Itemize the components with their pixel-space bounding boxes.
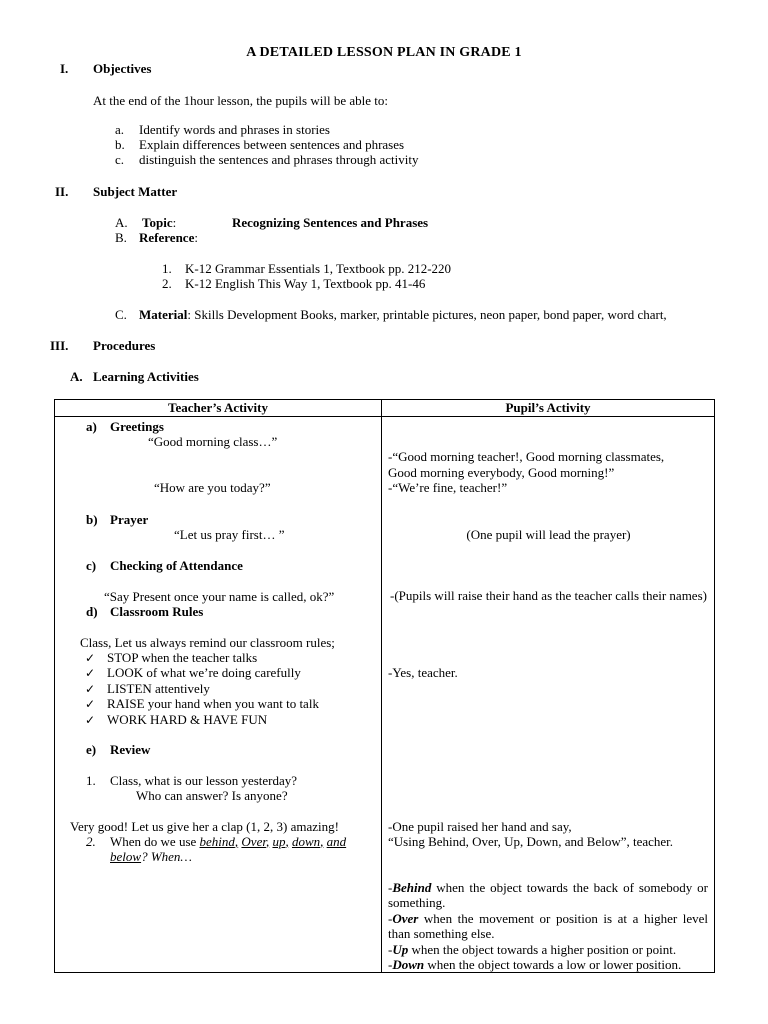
def-behind-text: when the object towards the back of somebody or something. (388, 880, 708, 910)
prayer-heading: Prayer (110, 512, 149, 527)
checkmark-icon: ✓ (85, 697, 96, 711)
comma: , (265, 834, 270, 849)
objective-item-b: Explain differences between sentences and phrases (139, 137, 405, 152)
dash: - (388, 880, 393, 895)
greet-line-2: “How are you today?” (154, 480, 271, 495)
review-letter: e) (86, 742, 97, 757)
objective-letter-b: b. (115, 137, 125, 152)
attendance-heading: Checking of Attendance (110, 558, 243, 573)
def-up-word: Up (392, 942, 409, 957)
objective-letter-a: a. (115, 122, 125, 137)
checkmark-icon: ✓ (85, 666, 96, 680)
def-down-word: Down (392, 957, 425, 972)
dash: - (388, 911, 393, 926)
learning-heading: Learning Activities (93, 369, 199, 384)
subject-heading: Subject Matter (93, 184, 178, 199)
checkmark-icon: ✓ (85, 651, 96, 665)
attendance-letter: c) (86, 558, 97, 573)
pupil-attendance: -(Pupils will raise their hand as the teacher calls their names) (390, 588, 707, 603)
topic-value: Recognizing Sentences and Phrases (232, 215, 429, 230)
pupil-prayer: (One pupil will lead the prayer) (466, 527, 631, 542)
reference-num-1: 1. (162, 261, 172, 276)
def-over-word: Over (392, 911, 419, 926)
pupil-greet-3: -“We’re fine, teacher!” (388, 480, 508, 495)
topic-label-text: Topic (142, 215, 173, 230)
word-below: below (110, 849, 142, 864)
def-up (388, 942, 708, 957)
rule-text: LOOK of what we’re doing carefully (107, 665, 301, 680)
objective-item-c: distinguish the sentences and phrases through activity (139, 152, 419, 167)
objective-item-a: Identify words and phrases in stories (139, 122, 330, 137)
objectives-heading: Objectives (93, 61, 152, 76)
material-value: : Skills Development Books, marker, printable pictures, neon paper, bond paper, word chart, (187, 307, 667, 322)
def-over (388, 911, 708, 941)
def-behind-word: Behind (392, 880, 432, 895)
checkmark-icon: ✓ (85, 682, 96, 696)
pupil-rules: -Yes, teacher. (388, 665, 458, 680)
review-q2 (110, 834, 370, 864)
review-praise: Very good! Let us give her a clap (1, 2, 3) amazing! (70, 819, 339, 834)
reference-item-2: K-12 English This Way 1, Textbook pp. 41-46 (185, 276, 426, 291)
teacher-activity-header: Teacher’s Activity (55, 400, 382, 417)
review-heading: Review (110, 742, 151, 757)
activity-table (54, 399, 715, 973)
review-q1b: Who can answer? Is anyone? (136, 788, 288, 803)
reference-num-2: 2. (162, 276, 172, 291)
checkmark-icon: ✓ (85, 713, 96, 727)
review-q2-pre: When do we use (110, 834, 200, 849)
rule-item (85, 696, 319, 712)
objectives-intro: At the end of the 1hour lesson, the pupils will be able to: (93, 93, 388, 108)
rule-item (85, 681, 210, 697)
procedures-numeral: III. (50, 338, 69, 353)
greet-letter: a) (86, 419, 97, 434)
material-label: Material (139, 307, 188, 322)
def-over-text: when the movement or position is at a higher level than something else. (388, 911, 708, 941)
reference-letter: B. (115, 230, 127, 245)
table-header-row (55, 400, 715, 417)
comma: , (285, 834, 289, 849)
word-behind: behind (199, 834, 235, 849)
page-title: A DETAILED LESSON PLAN IN GRADE 1 (246, 45, 522, 60)
topic-label (142, 215, 176, 230)
greet-heading: Greetings (110, 419, 164, 434)
topic-colon: : (172, 215, 177, 230)
reference-label (139, 230, 198, 245)
pupil-greet-2: Good morning everybody, Good morning!” (388, 465, 615, 480)
def-up-text: when the object towards a higher position or point. (408, 942, 677, 957)
objectives-numeral: I. (60, 61, 69, 76)
reference-label-text: Reference (139, 230, 195, 245)
material-letter: C. (115, 307, 127, 322)
review-q1-num: 1. (86, 773, 96, 788)
comma: , (320, 834, 324, 849)
word-over: Over (241, 834, 266, 849)
pupil-review-1: -One pupil raised her hand and say, (388, 819, 572, 834)
reference-colon: : (194, 230, 198, 245)
greet-line-1: “Good morning class…” (148, 434, 278, 449)
rule-text: WORK HARD & HAVE FUN (107, 712, 268, 727)
rules-heading: Classroom Rules (110, 604, 204, 619)
pupil-review-2: “Using Behind, Over, Up, Down, and Below”, teacher. (388, 834, 674, 849)
review-q1: Class, what is our lesson yesterday? (110, 773, 298, 788)
rules-intro: Class, Let us always remind our classroom rules; (80, 635, 335, 650)
objective-letter-c: c. (115, 152, 125, 167)
review-q2-num: 2. (86, 834, 96, 849)
word-down: down (291, 834, 321, 849)
review-q2-end: ? When… (141, 849, 192, 864)
word-up: up (272, 834, 286, 849)
attendance-line: “Say Present once your name is called, ok?” (104, 589, 335, 604)
learning-letter: A. (70, 369, 83, 384)
def-down-text: when the object towards a low or lower position. (424, 957, 682, 972)
prayer-letter: b) (86, 512, 98, 527)
table-row (55, 417, 715, 973)
word-and: and (326, 834, 347, 849)
teacher-activity-cell (55, 417, 382, 973)
rule-item (85, 712, 267, 728)
comma: , (234, 834, 239, 849)
def-down (388, 957, 708, 972)
dash: - (388, 942, 393, 957)
material-line (139, 307, 667, 322)
topic-letter: A. (115, 215, 128, 230)
prayer-line: “Let us pray first… ” (174, 527, 285, 542)
rules-letter: d) (86, 604, 98, 619)
subject-numeral: II. (55, 184, 69, 199)
rule-text: RAISE your hand when you want to talk (107, 696, 319, 711)
def-behind (388, 880, 708, 910)
procedures-heading: Procedures (93, 338, 156, 353)
rule-item (85, 650, 257, 666)
rule-item (85, 665, 301, 681)
rule-text: LISTEN attentively (107, 681, 210, 696)
dash: - (388, 957, 393, 972)
pupil-activity-cell (382, 417, 715, 973)
reference-item-1: K-12 Grammar Essentials 1, Textbook pp. 212-220 (185, 261, 452, 276)
pupil-activity-header: Pupil’s Activity (382, 400, 715, 417)
rule-text: STOP when the teacher talks (107, 650, 258, 665)
pupil-greet-1: -“Good morning teacher!, Good morning classmates, (388, 449, 665, 464)
